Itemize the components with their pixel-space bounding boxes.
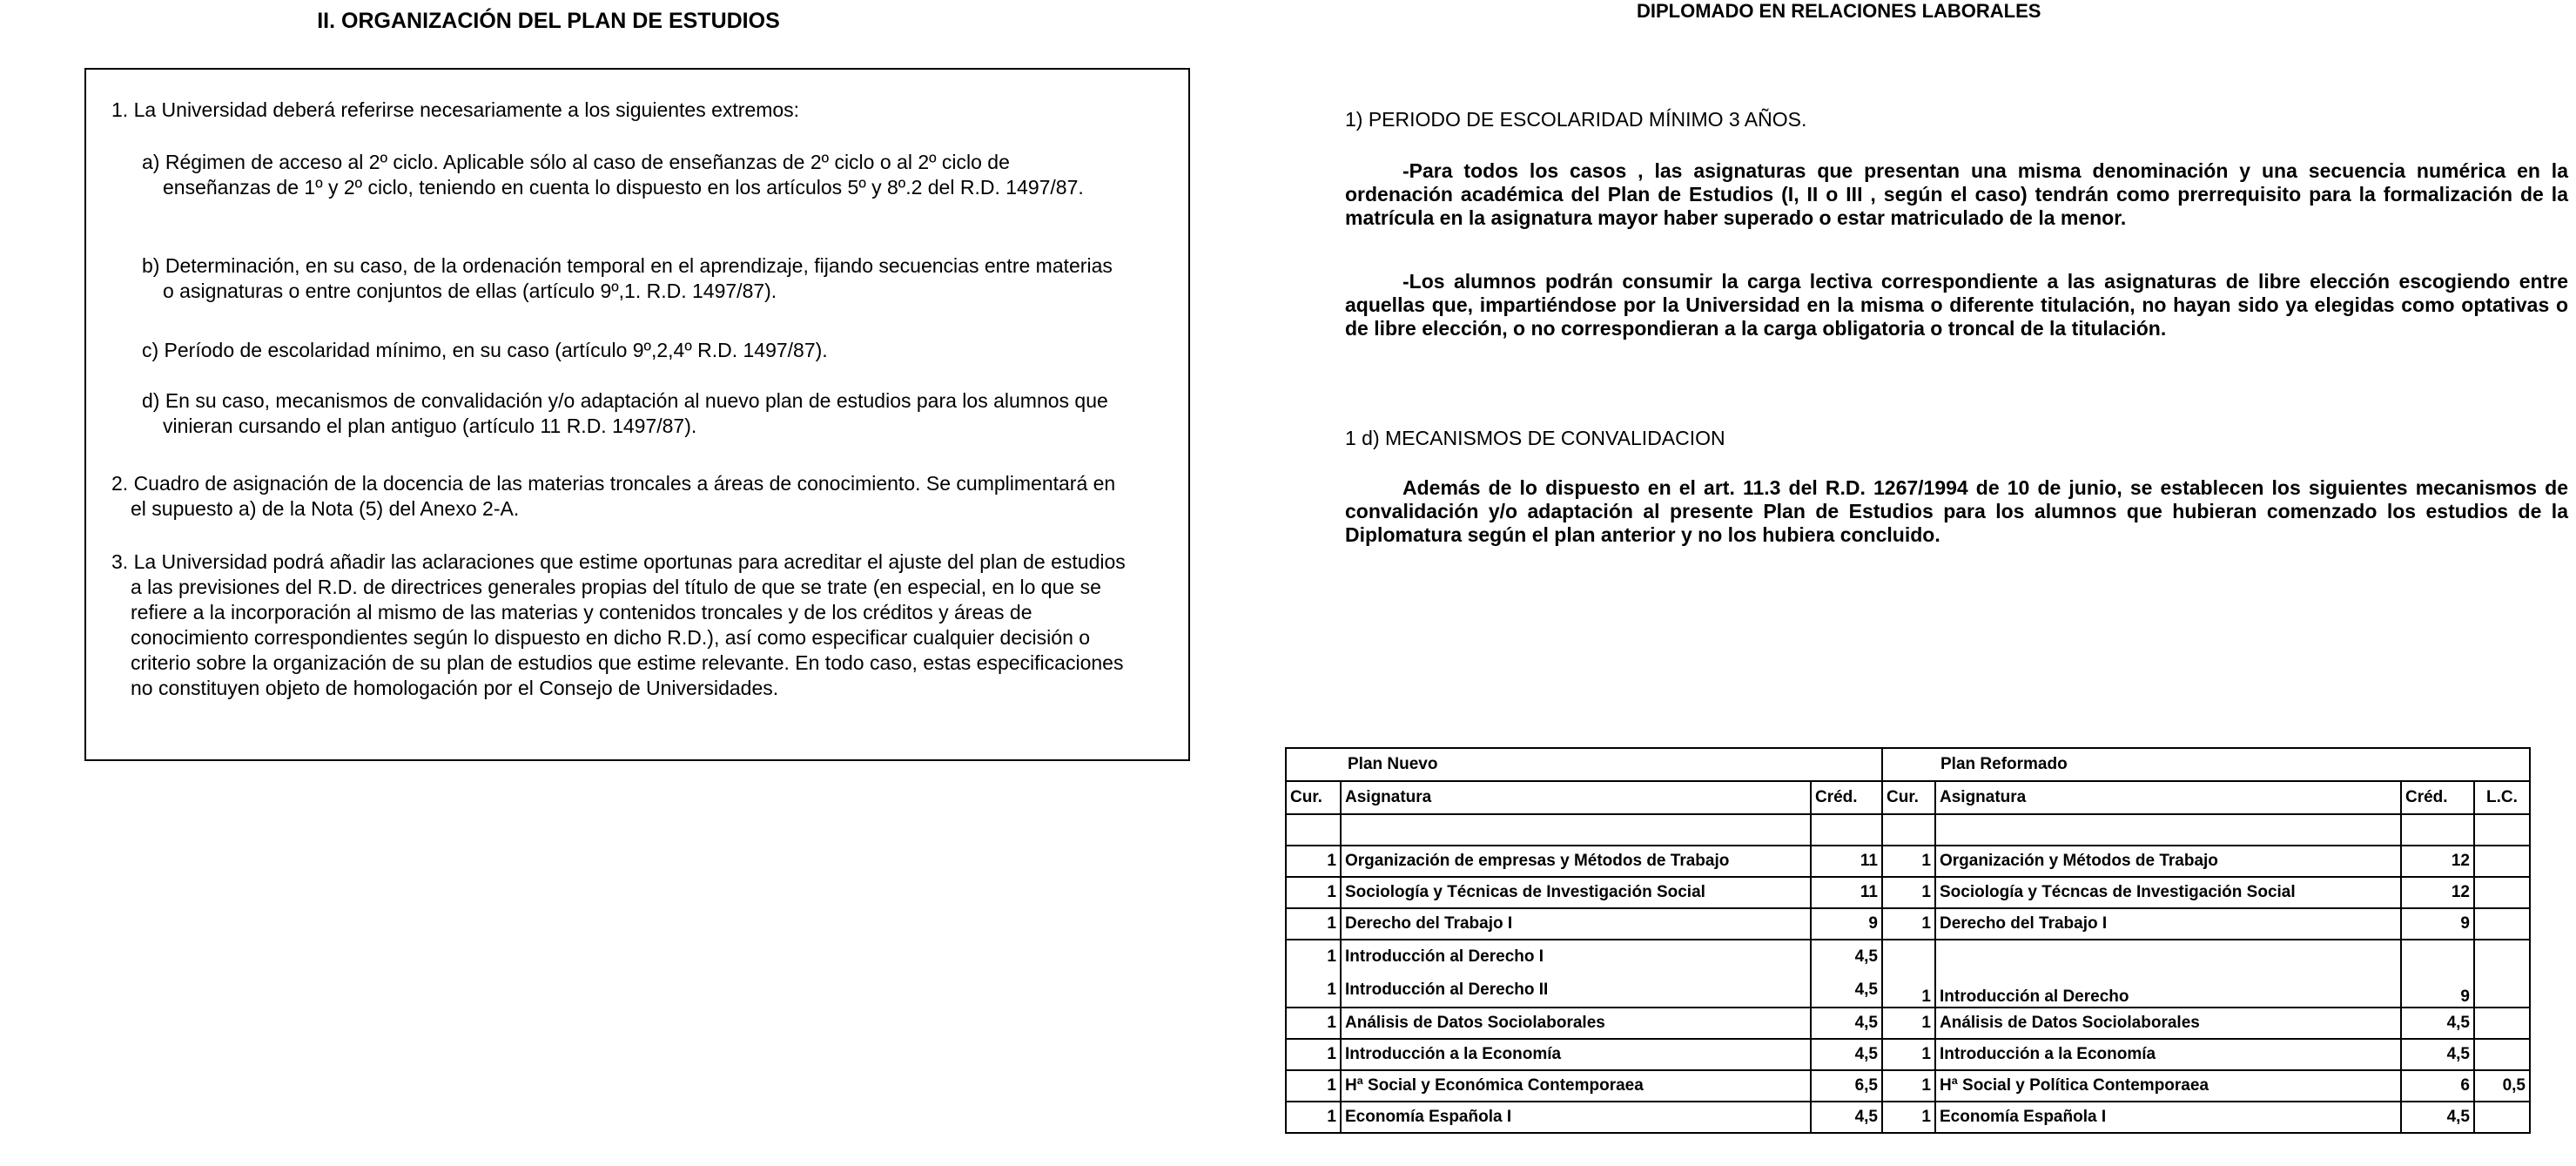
col-asignatura-nuevo: Asignatura xyxy=(1341,781,1811,814)
plan-nuevo-header: Plan Nuevo xyxy=(1286,748,1882,781)
cur-cell: 1 xyxy=(1286,1102,1341,1133)
col-lc: L.C. xyxy=(2474,781,2530,814)
paragraph-prerrequisito: -Para todos los casos , las asignaturas que presentan una misma denominación y una secuencia numérica en la ordenación académica del Plan de Estudios (I, II o III , según el caso) tendrán como prerrequisito para la formalización de la matrícula en la asignatura mayor haber superado o estar matriculado de la menor. xyxy=(1345,159,2568,229)
asignatura-cell: Organización de empresas y Métodos de Trabajo xyxy=(1341,846,1811,877)
table-spacer-row xyxy=(1286,814,2530,846)
instruction-1a: a) Régimen de acceso al 2º ciclo. Aplicable sólo al caso de enseñanzas de 2º ciclo o al 2º ciclo de enseñanzas de 1º y 2º ciclo, teniendo en cuenta lo dispuesto en los artículos 5º y 8º.2 del R.D. 1497/87. xyxy=(142,151,1084,199)
instruction-1d: d) En su caso, mecanismos de convalidación y/o adaptación al nuevo plan de estudios para los alumnos que vinieran cursando el plan antiguo (artículo 11 R.D. 1497/87). xyxy=(142,389,1108,437)
asignatura-cell: Organización y Métodos de Trabajo xyxy=(1935,846,2401,877)
cred-cell: 6,5 xyxy=(1811,1070,1882,1102)
cred-cell: 12 xyxy=(2401,846,2474,877)
cred-cell: 9 xyxy=(2401,908,2474,940)
heading-convalidacion: 1 d) MECANISMOS DE CONVALIDACION xyxy=(1345,427,1725,449)
cred-cell: 4,5 xyxy=(1811,1102,1882,1133)
instruction-1c: c) Período de escolaridad mínimo, en su caso (artículo 9º,2,4º R.D. 1497/87). xyxy=(142,339,828,361)
cur-cell: 1 xyxy=(1286,1039,1341,1070)
cur-cell: 1 xyxy=(1882,1070,1935,1102)
lc-cell xyxy=(2474,1102,2530,1133)
table-row xyxy=(1286,877,2530,908)
asignatura-cell: Análisis de Datos Sociolaborales xyxy=(1341,1008,1811,1039)
cred-cell: 11 xyxy=(1811,877,1882,908)
lc-cell: 0,5 xyxy=(2474,1070,2530,1102)
table-row xyxy=(1286,1102,2530,1133)
asignatura-cell: Derecho del Trabajo I xyxy=(1935,908,2401,940)
cur-cell: 1 xyxy=(1882,1008,1935,1039)
asignatura-cell: Sociología y Técnicas de Investigación Social xyxy=(1341,877,1811,908)
table-row xyxy=(1286,940,2530,1008)
cur-cell: 1 xyxy=(1286,877,1341,908)
col-cred-reformado: Créd. xyxy=(2401,781,2474,814)
cred-cell: 4,5 xyxy=(2401,1102,2474,1133)
asignatura-cell: Introducción al Derecho xyxy=(1935,940,2401,1008)
cred-cell: 4,5 xyxy=(1811,1008,1882,1039)
cred-cell: 4,5 xyxy=(1811,1039,1882,1070)
heading-periodo: 1) PERIODO DE ESCOLARIDAD MÍNIMO 3 AÑOS. xyxy=(1345,108,1807,131)
left-page-title: II. ORGANIZACIÓN DEL PLAN DE ESTUDIOS xyxy=(317,9,780,33)
asignatura-cell: Hª Social y Política Contemporaea xyxy=(1935,1070,2401,1102)
table-row xyxy=(1286,908,2530,940)
cur-value: 1 xyxy=(1327,947,1336,966)
col-cur-nuevo: Cur. xyxy=(1286,781,1341,814)
asignatura-cell: Introducción a la Economía xyxy=(1341,1039,1811,1070)
cred-value: 4,5 xyxy=(1854,981,1878,999)
cred-cell xyxy=(1811,940,1882,1008)
asignatura-cell: Economía Española I xyxy=(1341,1102,1811,1133)
convalidation-table xyxy=(1285,747,2531,1134)
asignatura-cell: Derecho del Trabajo I xyxy=(1341,908,1811,940)
cur-cell: 1 xyxy=(1882,1039,1935,1070)
cur-cell: 1 xyxy=(1286,1008,1341,1039)
paragraph-convalidacion: Además de lo dispuesto en el art. 11.3 del R.D. 1267/1994 de 10 de junio, se establecen los siguientes mecanismos de convalidación y/o adaptación al presente Plan de Estudios para los alumnos que hubieran comenzado los estudios de la Diplomatura según el plan anterior y no los hubiera concluido. xyxy=(1345,476,2568,546)
col-cur-reformado: Cur. xyxy=(1882,781,1935,814)
cred-cell: 4,5 xyxy=(2401,1008,2474,1039)
cred-cell: 9 xyxy=(2401,940,2474,1008)
asignatura-cell: Análisis de Datos Sociolaborales xyxy=(1935,1008,2401,1039)
lc-cell xyxy=(2474,940,2530,1008)
cred-cell: 11 xyxy=(1811,846,1882,877)
asignatura-cell: Economía Española I xyxy=(1935,1102,2401,1133)
asignatura-value: Introducción al Derecho II xyxy=(1345,981,1549,999)
cred-cell: 9 xyxy=(1811,908,1882,940)
lc-cell xyxy=(2474,846,2530,877)
col-asignatura-reformado: Asignatura xyxy=(1935,781,2401,814)
cur-cell: 1 xyxy=(1286,846,1341,877)
asignatura-cell: Sociología y Técncas de Investigación Social xyxy=(1935,877,2401,908)
lc-cell xyxy=(2474,1039,2530,1070)
cur-value: 1 xyxy=(1327,981,1336,999)
asignatura-cell: Hª Social y Económica Contemporaea xyxy=(1341,1070,1811,1102)
paragraph-libre-eleccion: -Los alumnos podrán consumir la carga lectiva correspondiente a las asignaturas de libre elección escogiendo entre aquellas que, impartiéndose por la Universidad en la misma o diferente titulación, no hayan sido ya elegidas como optativas o de libre elección, o no correspondieran a la carga obligatoria o troncal de la titulación. xyxy=(1345,270,2568,340)
cred-cell: 12 xyxy=(2401,877,2474,908)
lc-cell xyxy=(2474,1008,2530,1039)
cur-cell: 1 xyxy=(1286,908,1341,940)
cur-cell: 1 xyxy=(1882,877,1935,908)
instruction-2: 2. Cuadro de asignación de la docencia de las materias troncales a áreas de conocimiento. Se cumplimentará en el supuesto a) de la Nota (5) del Anexo 2-A. xyxy=(111,472,1116,520)
cur-cell xyxy=(1286,940,1341,1008)
cur-cell: 1 xyxy=(1882,1102,1935,1133)
col-cred-nuevo: Créd. xyxy=(1811,781,1882,814)
lc-cell xyxy=(2474,877,2530,908)
cur-cell: 1 xyxy=(1286,1070,1341,1102)
asignatura-value: Introducción al Derecho I xyxy=(1345,947,1544,966)
instruction-3: 3. La Universidad podrá añadir las aclaraciones que estime oportunas para acreditar el ajuste del plan de estudios a las previsiones del R.D. de directrices generales propias del título de que se trate (en especial, en lo que se refiere a la incorporación al mismo de las materias y contenidos troncales y de los créditos y áreas de conocimiento correspondientes según lo dispuesto en dicho R.D.), así como especificar cualquier decisión o criterio sobre la organización de su plan de estudios que estime relevante. En todo caso, estas especificaciones no constituyen objeto de homologación por el Consejo de Universidades. xyxy=(111,550,1126,699)
cur-cell: 1 xyxy=(1882,846,1935,877)
table-row xyxy=(1286,1039,2530,1070)
asignatura-cell: Introducción a la Economía xyxy=(1935,1039,2401,1070)
right-page-title: DIPLOMADO EN RELACIONES LABORALES xyxy=(1637,0,2041,22)
cur-cell: 1 xyxy=(1882,908,1935,940)
plan-reformado-header: Plan Reformado xyxy=(1882,748,2530,781)
table-row xyxy=(1286,1008,2530,1039)
instruction-1b: b) Determinación, en su caso, de la ordenación temporal en el aprendizaje, fijando secuencias entre materias o asignaturas o entre conjuntos de ellas (artículo 9º,1. R.D. 1497/87). xyxy=(142,254,1113,302)
cred-cell: 6 xyxy=(2401,1070,2474,1102)
cur-cell: 1 xyxy=(1882,940,1935,1008)
cred-value: 4,5 xyxy=(1854,947,1878,966)
cred-cell: 4,5 xyxy=(2401,1039,2474,1070)
instruction-1: 1. La Universidad deberá referirse necesariamente a los siguientes extremos: xyxy=(111,98,800,121)
asignatura-cell xyxy=(1341,940,1811,1008)
table-row xyxy=(1286,846,2530,877)
lc-cell xyxy=(2474,908,2530,940)
table-row xyxy=(1286,1070,2530,1102)
